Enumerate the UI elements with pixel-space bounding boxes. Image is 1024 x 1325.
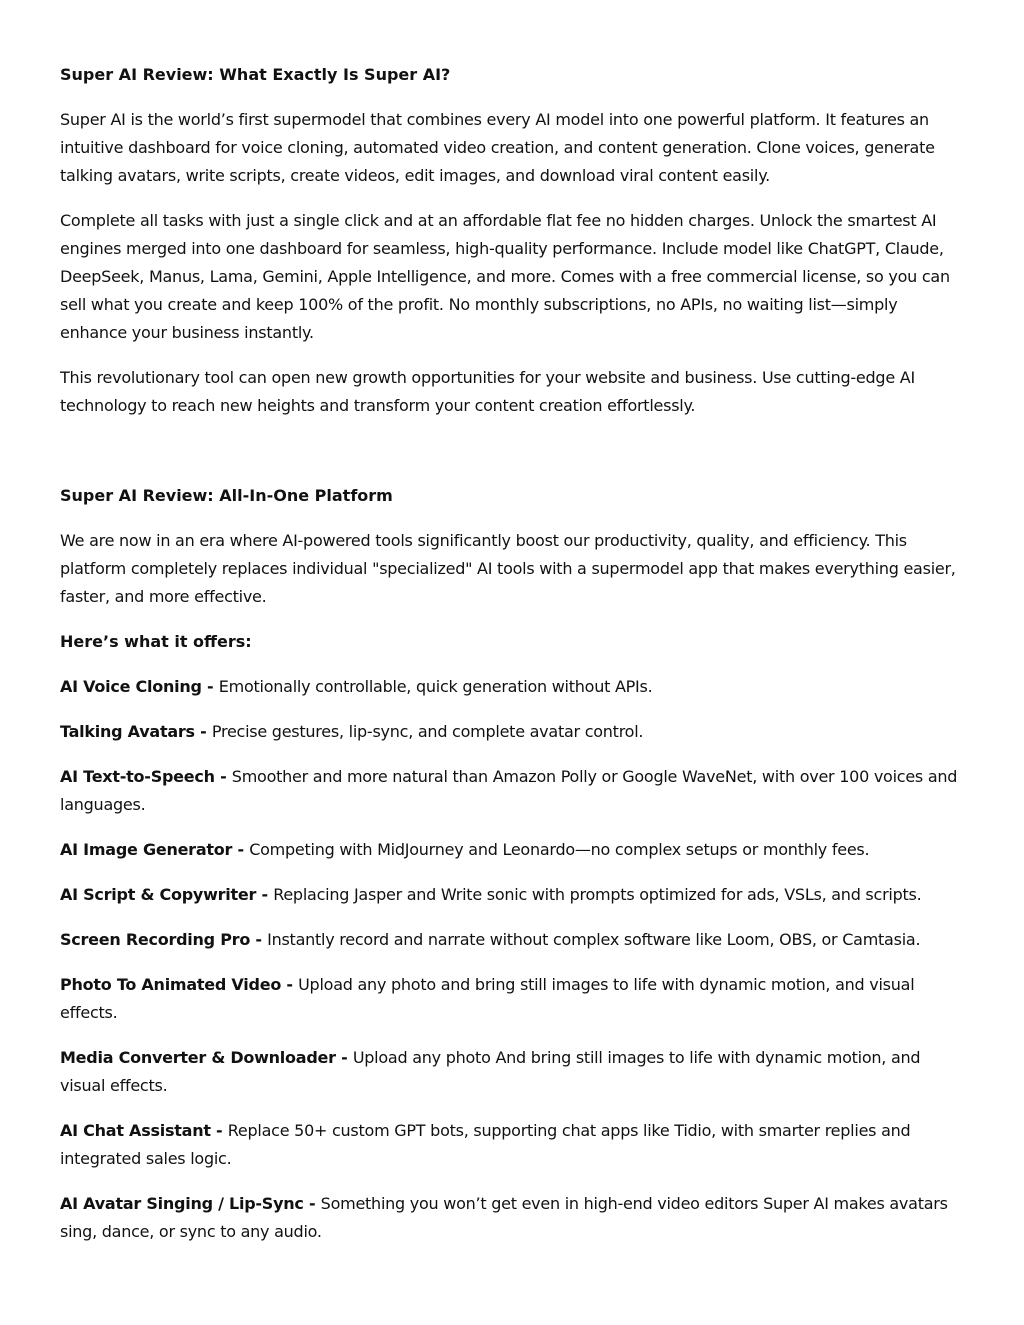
- feature-item: [60, 881, 964, 909]
- feature-description: Replace 50+ custom GPT bots, supporting chat apps like Tidio, with smarter replies and integrated sales logic.: [60, 1121, 911, 1168]
- feature-title: AI Chat Assistant -: [60, 1121, 228, 1140]
- section-spacer: [60, 437, 964, 482]
- feature-item: [60, 1044, 964, 1100]
- feature-item: [60, 1117, 964, 1173]
- feature-title: Screen Recording Pro -: [60, 930, 268, 949]
- feature-title: AI Image Generator -: [60, 840, 250, 859]
- feature-description: Smoother and more natural than Amazon Polly or Google WaveNet, with over 100 voices and languages.: [60, 767, 958, 814]
- feature-item: [60, 763, 964, 819]
- feature-description: Instantly record and narrate without complex software like Loom, OBS, or Camtasia.: [267, 930, 921, 949]
- feature-item: [60, 971, 964, 1027]
- feature-description: Precise gestures, lip-sync, and complete avatar control.: [211, 722, 644, 741]
- paragraph: Super AI is the world’s first supermodel that combines every AI model into one powerful platform. It features an intuitive dashboard for voice cloning, automated video creation, and content generation. Clone voices, generate talking avatars, write scripts, create videos, edit images, and download viral content easily.: [60, 110, 935, 185]
- feature-description: Emotionally controllable, quick generation without APIs.: [218, 677, 653, 696]
- feature-title: Media Converter & Downloader -: [60, 1048, 353, 1067]
- feature-item: [60, 673, 964, 701]
- feature-item: [60, 836, 964, 864]
- offers-heading: Here’s what it offers:: [60, 632, 252, 651]
- feature-description: Competing with MidJourney and Leonardo—no complex setups or monthly fees.: [249, 840, 870, 859]
- feature-description: Something you won’t get even in high-end video editors Super AI makes avatars sing, dance, or sync to any audio.: [60, 1194, 948, 1241]
- feature-title: AI Text-to-Speech -: [60, 767, 232, 786]
- feature-description: Replacing Jasper and Write sonic with prompts optimized for ads, VSLs, and scripts.: [273, 885, 922, 904]
- section-heading-what-is: Super AI Review: What Exactly Is Super AI?: [60, 65, 451, 84]
- feature-description: Upload any photo and bring still images to life with dynamic motion, and visual effects.: [60, 975, 915, 1022]
- feature-item: [60, 1190, 964, 1246]
- feature-title: AI Avatar Singing / Lip-Sync -: [60, 1194, 321, 1213]
- feature-title: Talking Avatars -: [60, 722, 212, 741]
- feature-title: AI Script & Copywriter -: [60, 885, 274, 904]
- feature-title: AI Voice Cloning -: [60, 677, 219, 696]
- paragraph: This revolutionary tool can open new growth opportunities for your website and business. Use cutting-edge AI technology to reach new heights and transform your content creation effortlessly.: [60, 368, 915, 415]
- paragraph: Complete all tasks with just a single click and at an affordable flat fee no hidden charges. Unlock the smartest AI engines merged into one dashboard for seamless, high-quality performance. Include model like ChatGPT, Claude, DeepSeek, Manus, Lama, Gemini, Apple Intelligence, and more. Comes with a free commercial license, so you can sell what you create and keep 100% of the profit. No monthly subscriptions, no APIs, no waiting list—simply enhance your business instantly.: [60, 211, 950, 342]
- feature-item: [60, 718, 964, 746]
- paragraph: We are now in an era where AI-powered tools significantly boost our productivity, quality, and efficiency. This platform completely replaces individual "specialized" AI tools with a supermodel app that makes everything easier, faster, and more effective.: [60, 531, 956, 606]
- section-heading-all-in-one: Super AI Review: All-In-One Platform: [60, 486, 393, 505]
- feature-description: Upload any photo And bring still images to life with dynamic motion, and visual effects.: [60, 1048, 921, 1095]
- feature-item: [60, 926, 964, 954]
- feature-title: Photo To Animated Video -: [60, 975, 299, 994]
